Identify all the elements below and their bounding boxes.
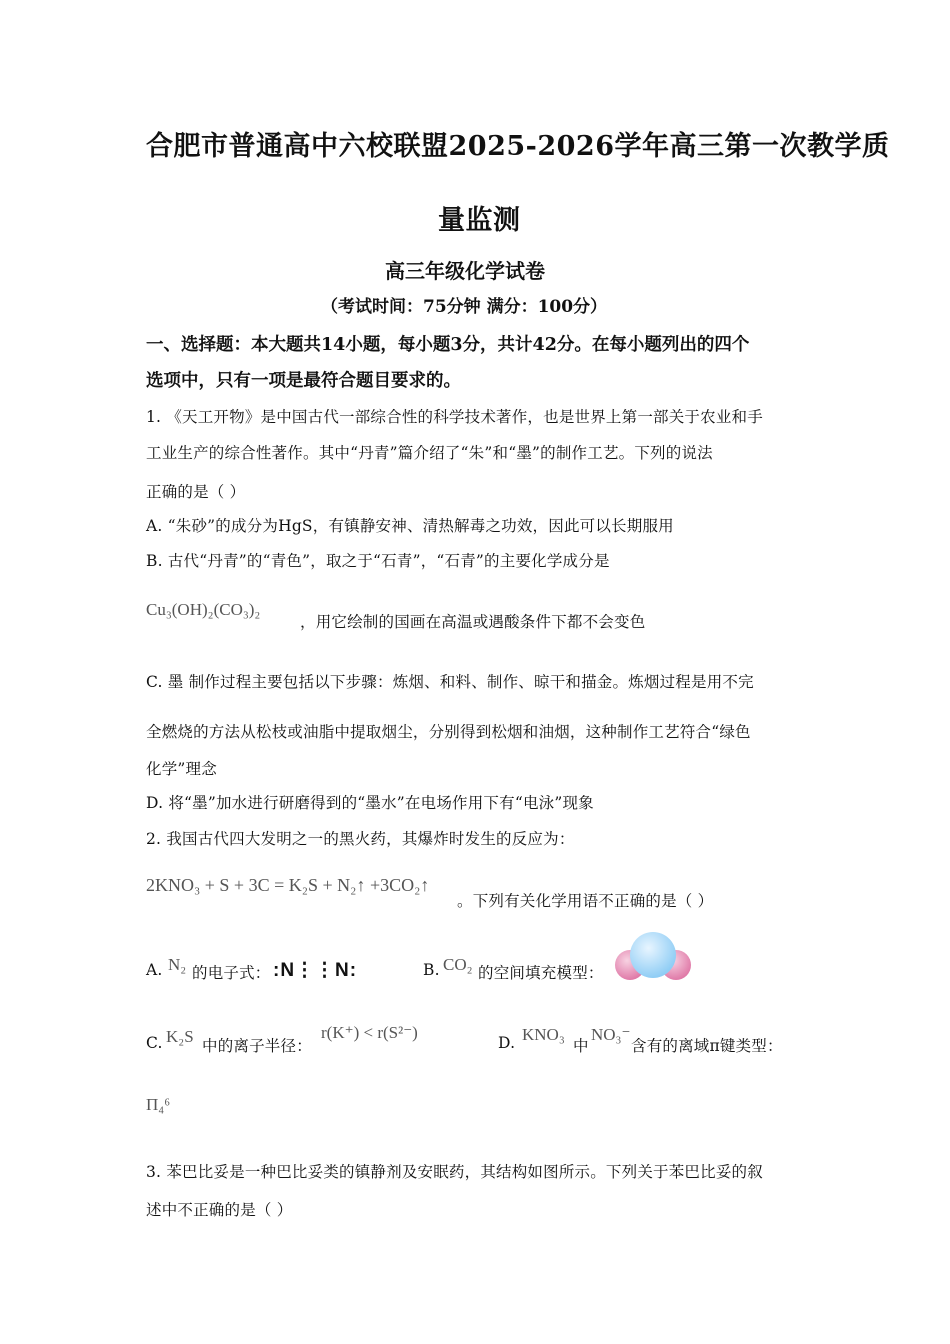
q2-stem-line1: 2. 我国古代四大发明之一的黑火药，其爆炸时发生的反应为：	[146, 830, 575, 848]
q2-option-c-formula: K₂S	[166, 1027, 194, 1046]
exam-title-line2: 量监测	[438, 205, 521, 236]
q1-option-c-line2: 全燃烧的方法从松枝或油脂中提取烟尘，分别得到松烟和油烟，这种制作工艺符合“绿色	[146, 723, 751, 741]
q2-reaction-equation: 2KNO₃ + S + 3C = K₂S + N₂↑ +3CO₂↑	[146, 875, 430, 895]
co2-space-filling-model	[612, 930, 694, 986]
q2-option-b-text: 的空间填充模型：	[478, 964, 604, 982]
section-heading-line2: 选项中，只有一项是最符合题目要求的。	[146, 371, 461, 391]
q2-n2-electron-formula: :N⋮⋮N:	[273, 960, 358, 981]
q2-option-c-text: 中的离子半径：	[202, 1037, 312, 1055]
q2-option-d-formula-kno3: KNO₃	[522, 1025, 565, 1044]
q2-option-d-label: D.	[498, 1034, 516, 1052]
exam-info: （考试时间：75分钟 满分：100分）	[321, 297, 608, 317]
q1-option-b-line2: ，用它绘制的国画在高温或遇酸条件下都不会变色	[300, 613, 646, 631]
q3-stem-line1: 3. 苯巴比妥是一种巴比妥类的镇静剂及安眠药，其结构如图所示。下列关于苯巴比妥的叙	[146, 1163, 763, 1181]
q2-option-b-label: B.	[423, 961, 440, 979]
q3-stem-line2: 述中不正确的是（ ）	[146, 1201, 293, 1219]
q1-option-c-line1: C. 墨 制作过程主要包括以下步骤：炼烟、和料、制作、晾干和描金。炼烟过程是用不完	[146, 673, 754, 691]
carbon-atom	[630, 932, 676, 978]
q2-option-a-label: A.	[146, 961, 163, 979]
q2-option-d-text: 含有的离域π键类型：	[631, 1037, 783, 1055]
q2-option-d-answer: Π₄⁶	[146, 1095, 171, 1114]
section-heading-line1: 一、选择题：本大题共14小题，每小题3分，共计42分。在每小题列出的四个	[146, 335, 750, 355]
exam-title-line1: 合肥市普通高中六校联盟2025-2026学年高三第一次教学质	[146, 131, 890, 162]
q2-option-d-mid: 中	[573, 1037, 589, 1055]
q2-option-b-formula: CO₂	[443, 955, 473, 974]
q1-option-b-line1: B. 古代“丹青”的“青色”，取之于“石青”，“石青”的主要化学成分是	[146, 552, 610, 570]
q2-option-a-text: 的电子式：	[192, 964, 271, 982]
q1-stem-line1: 1. 《天工开物》是中国古代一部综合性的科学技术著作，也是世界上第一部关于农业和手	[146, 408, 763, 426]
q2-option-d-formula-no3: NO₃⁻	[591, 1025, 631, 1044]
q1-stem-line2: 工业生产的综合性著作。其中“丹青”篇介绍了“朱”和“墨”的制作工艺。下列的说法	[146, 444, 713, 462]
q1-option-d: D. 将“墨”加水进行研磨得到的“墨水”在电场作用下有“电泳”现象	[146, 794, 594, 812]
q1-stem-line3: 正确的是（ ）	[146, 483, 246, 501]
q2-option-a-formula: N₂	[168, 955, 187, 974]
exam-subtitle: 高三年级化学试卷	[385, 259, 545, 283]
q2-ionic-radius-relation: r(K⁺) < r(S²⁻)	[321, 1023, 418, 1042]
q1-option-c-line3: 化学”理念	[146, 760, 217, 778]
q1-option-a: A. “朱砂”的成分为HgS，有镇静安神、清热解毒之功效，因此可以长期服用	[146, 517, 674, 535]
q2-stem-line2: 。下列有关化学用语不正确的是（ ）	[457, 892, 714, 910]
q2-option-c-label: C.	[146, 1034, 163, 1052]
q1-option-b-formula: Cu₃(OH)₂(CO₃)₂	[146, 600, 261, 619]
